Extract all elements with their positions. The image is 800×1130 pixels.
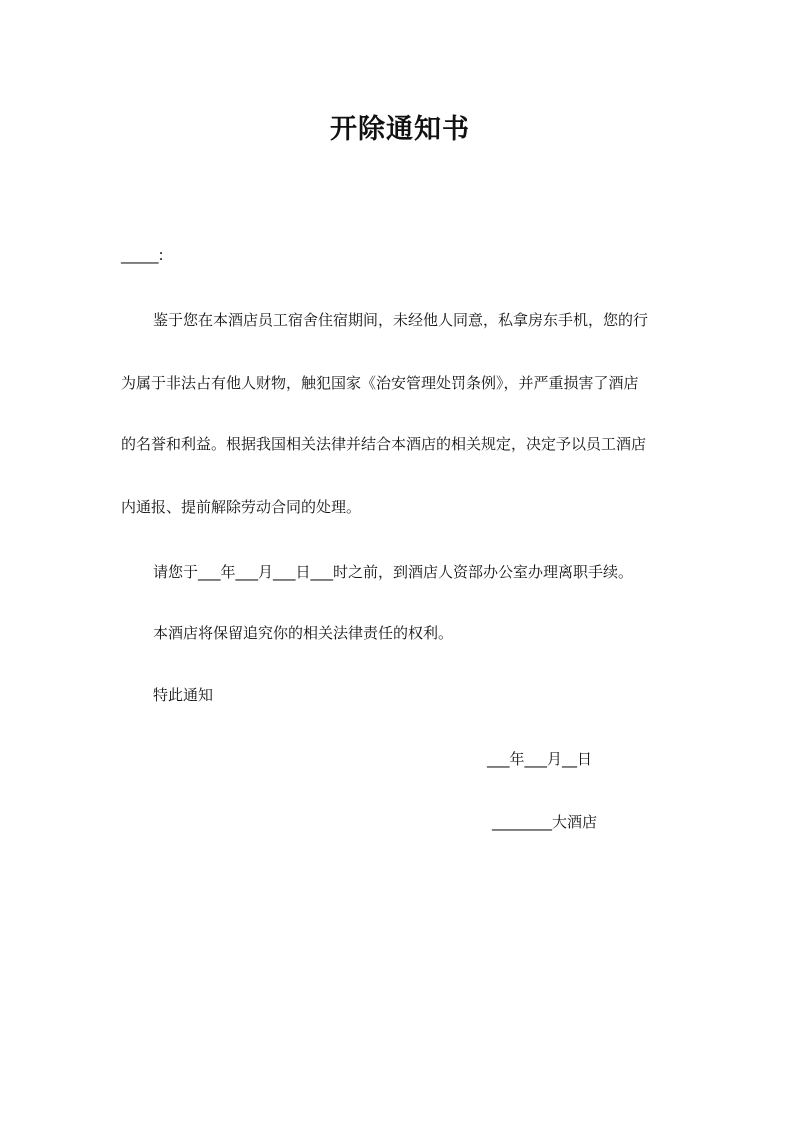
paragraph-1-line-3: 的名誉和利益。根据我国相关法律并结合本酒店的相关规定，决定予以员工酒店 (121, 435, 647, 453)
paragraph-1-line-1: 鉴于您在本酒店员工宿舍住宿期间，未经他人同意，私拿房东手机，您的行 (153, 311, 649, 329)
document-title: 开除通知书 (330, 114, 470, 145)
paragraph-1-line-2: 为属于非法占有他人财物，触犯国家《治安管理处罚条例》，并严重损害了酒店 (121, 374, 639, 392)
signature-date: ___年___月__日 (487, 750, 593, 768)
signature-name: ________大酒店 (492, 813, 598, 831)
paragraph-4: 特此通知 (153, 686, 214, 704)
paragraph-3: 本酒店将保留追究你的相关法律责任的权利。 (153, 624, 454, 642)
paragraph-2: 请您于___年___月___日___时之前，到酒店人资部办公室办理离职手续。 (153, 563, 634, 581)
salutation: _____: (121, 246, 164, 264)
paragraph-1-line-4: 内通报、提前解除劳动合同的处理。 (121, 498, 362, 516)
